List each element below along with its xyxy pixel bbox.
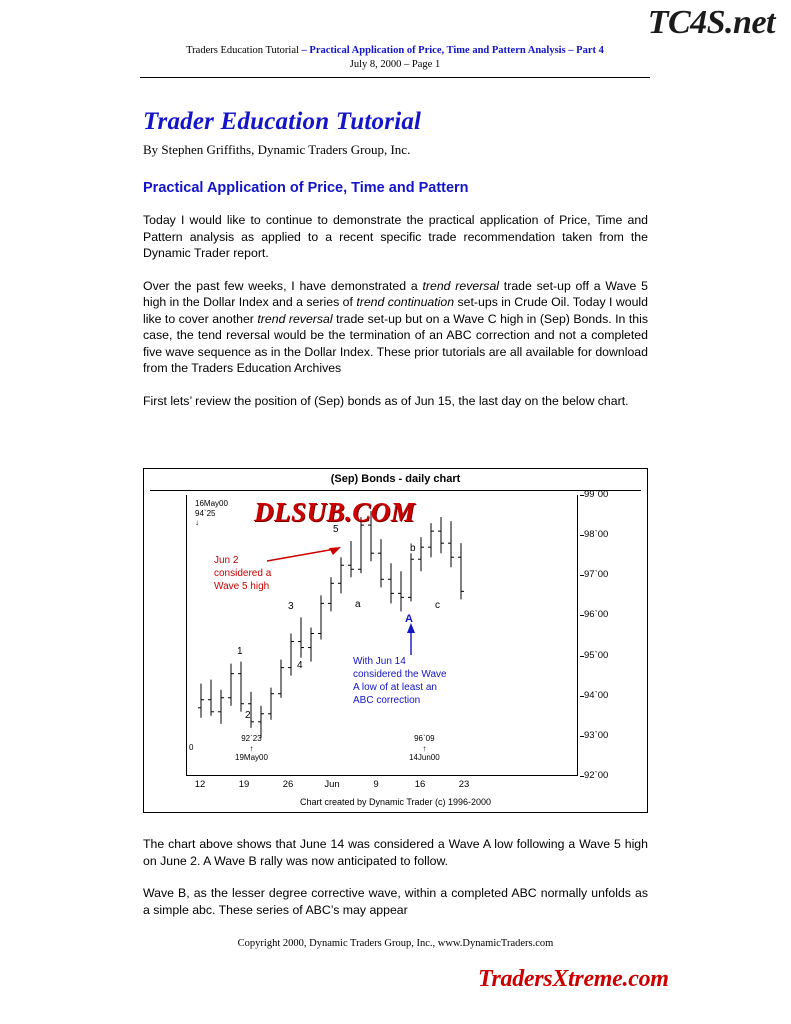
p2-seg-d: trade set-up but on a Wave C high in (Sep) Bonds. In this case, the tend reversal would be the termination of an ABC correction and not a completed five wave sequence as in the Dollar Index. These prior tutorials are all available for download from the Traders Education Archives (143, 311, 648, 375)
p2-italic-3: trend reversal (257, 311, 333, 326)
header-title-plain: Traders Education Tutorial (186, 45, 302, 56)
wave-label-capital-a: A (405, 613, 413, 625)
x-tick-label: 19 (238, 779, 250, 790)
jun2-annotation: Jun 2 considered a Wave 5 high (214, 555, 272, 592)
y-tick-label: 95`00 (584, 649, 609, 661)
document-body-lower (143, 836, 648, 934)
document-body (143, 108, 648, 425)
p2-seg-a: Over the past few weeks, I have demonstrated a (143, 278, 423, 293)
watermark-tradersxtreme: TradersXtreme.com (478, 966, 669, 992)
p2-seg-c: set-ups in Crude Oil. Today I would like to cover another (143, 295, 649, 326)
chart-plot-area (186, 495, 578, 776)
jun2-arrow-icon (265, 547, 345, 567)
header-line-1 (140, 44, 650, 57)
wave-label-a: a (355, 599, 361, 610)
y-tick-label: 97`00 (584, 569, 609, 581)
y-axis (580, 489, 640, 781)
paragraph-2 (143, 278, 648, 377)
y-tick-label: 92`00 (584, 770, 609, 781)
y-tick-label: 98`00 (584, 529, 609, 541)
footer-copyright: Copyright 2000, Dynamic Traders Group, Inc., www.DynamicTraders.com (237, 938, 554, 949)
x-tick-label: 9 (373, 779, 379, 790)
wave-label-5: 5 (333, 524, 339, 535)
x-tick-label: 12 (194, 779, 206, 790)
watermark-dlsub: DLSUB.COM (254, 497, 416, 527)
wave-label-b: b (410, 543, 416, 554)
y-tick-mark (580, 495, 584, 496)
wave-label-c: c (435, 600, 440, 611)
y-tick-mark (580, 535, 584, 536)
y-tick-label: 94`00 (584, 689, 609, 701)
header-divider (140, 77, 650, 78)
paragraph-4: The chart above shows that June 14 was considered a Wave A low following a Wave 5 high on June 2. A Wave B rally was now anticipated to follow. (143, 837, 648, 868)
x-tick-label: 26 (282, 779, 294, 790)
paragraph-3: First lets’ review the position of (Sep) bonds as of Jun 15, the last day on the below chart. (143, 393, 629, 408)
x-tick-label: 16 (414, 779, 426, 790)
wave-label-1: 1 (237, 646, 243, 657)
y-tick-label: 93`00 (584, 729, 609, 741)
bonds-daily-chart (143, 468, 648, 813)
y-tick-mark (580, 696, 584, 697)
page-header (140, 44, 650, 71)
y-tick-label: 99`00 (584, 489, 609, 500)
high-price-stamp: 16May00 94`25 ↓ (195, 499, 228, 527)
paragraph-5: Wave B, as the lesser degree corrective wave, within a completed ABC normally unfolds as a simple abc. These series of ABC’s may appear (143, 886, 648, 917)
paragraph-1: Today I would like to continue to demonstrate the practical application of Price, Time and Pattern analysis as applied to a recent specific trade recommendation taken from the Dynamic Trader report. (143, 213, 648, 260)
y-tick-mark (580, 615, 584, 616)
p2-seg-b: trade set-up off a Wave 5 high in the Dollar Index and a series of (143, 278, 648, 309)
y-tick-mark (580, 776, 584, 777)
wave-a-price-stamp: 96`09 ↑ 14Jun00 (409, 734, 440, 762)
p2-italic-1: trend reversal (422, 278, 500, 293)
wave-label-2: 2 (245, 710, 251, 721)
p2-italic-2: trend continuation (356, 295, 455, 309)
axis-zero-label: 0 (189, 743, 194, 752)
x-tick-label: 23 (458, 779, 470, 790)
header-title-blue: – Practical Application of Price, Time and Pattern Analysis – Part 4 (301, 45, 604, 56)
watermark-tc4s: TC4S.net (647, 4, 775, 41)
page-title: Trader Education Tutorial (143, 108, 422, 135)
y-tick-mark (580, 575, 584, 576)
chart-credit: Chart created by Dynamic Trader (c) 1996-2000 (299, 797, 492, 807)
x-tick-label: Jun (324, 779, 340, 790)
byline: By Stephen Griffiths, Dynamic Traders Group, Inc. (143, 142, 411, 157)
section-subheading: Practical Application of Price, Time and Pattern (143, 180, 469, 196)
y-tick-mark (580, 736, 584, 737)
low-price-stamp: 92`23 ↑ 19May00 (235, 734, 268, 762)
chart-title-divider (150, 490, 641, 491)
y-tick-mark (580, 656, 584, 657)
header-date-page: July 8, 2000 – Page 1 (349, 59, 441, 70)
wave-label-4: 4 (297, 660, 303, 671)
x-axis (186, 779, 578, 793)
chart-title: (Sep) Bonds - daily chart (330, 473, 461, 485)
jun14-annotation: With Jun 14 considered the Wave A low of at least an ABC correction (353, 656, 447, 706)
jun14-arrow-icon (402, 623, 422, 657)
wave-label-3: 3 (288, 601, 294, 612)
y-tick-label: 96`00 (584, 609, 609, 621)
